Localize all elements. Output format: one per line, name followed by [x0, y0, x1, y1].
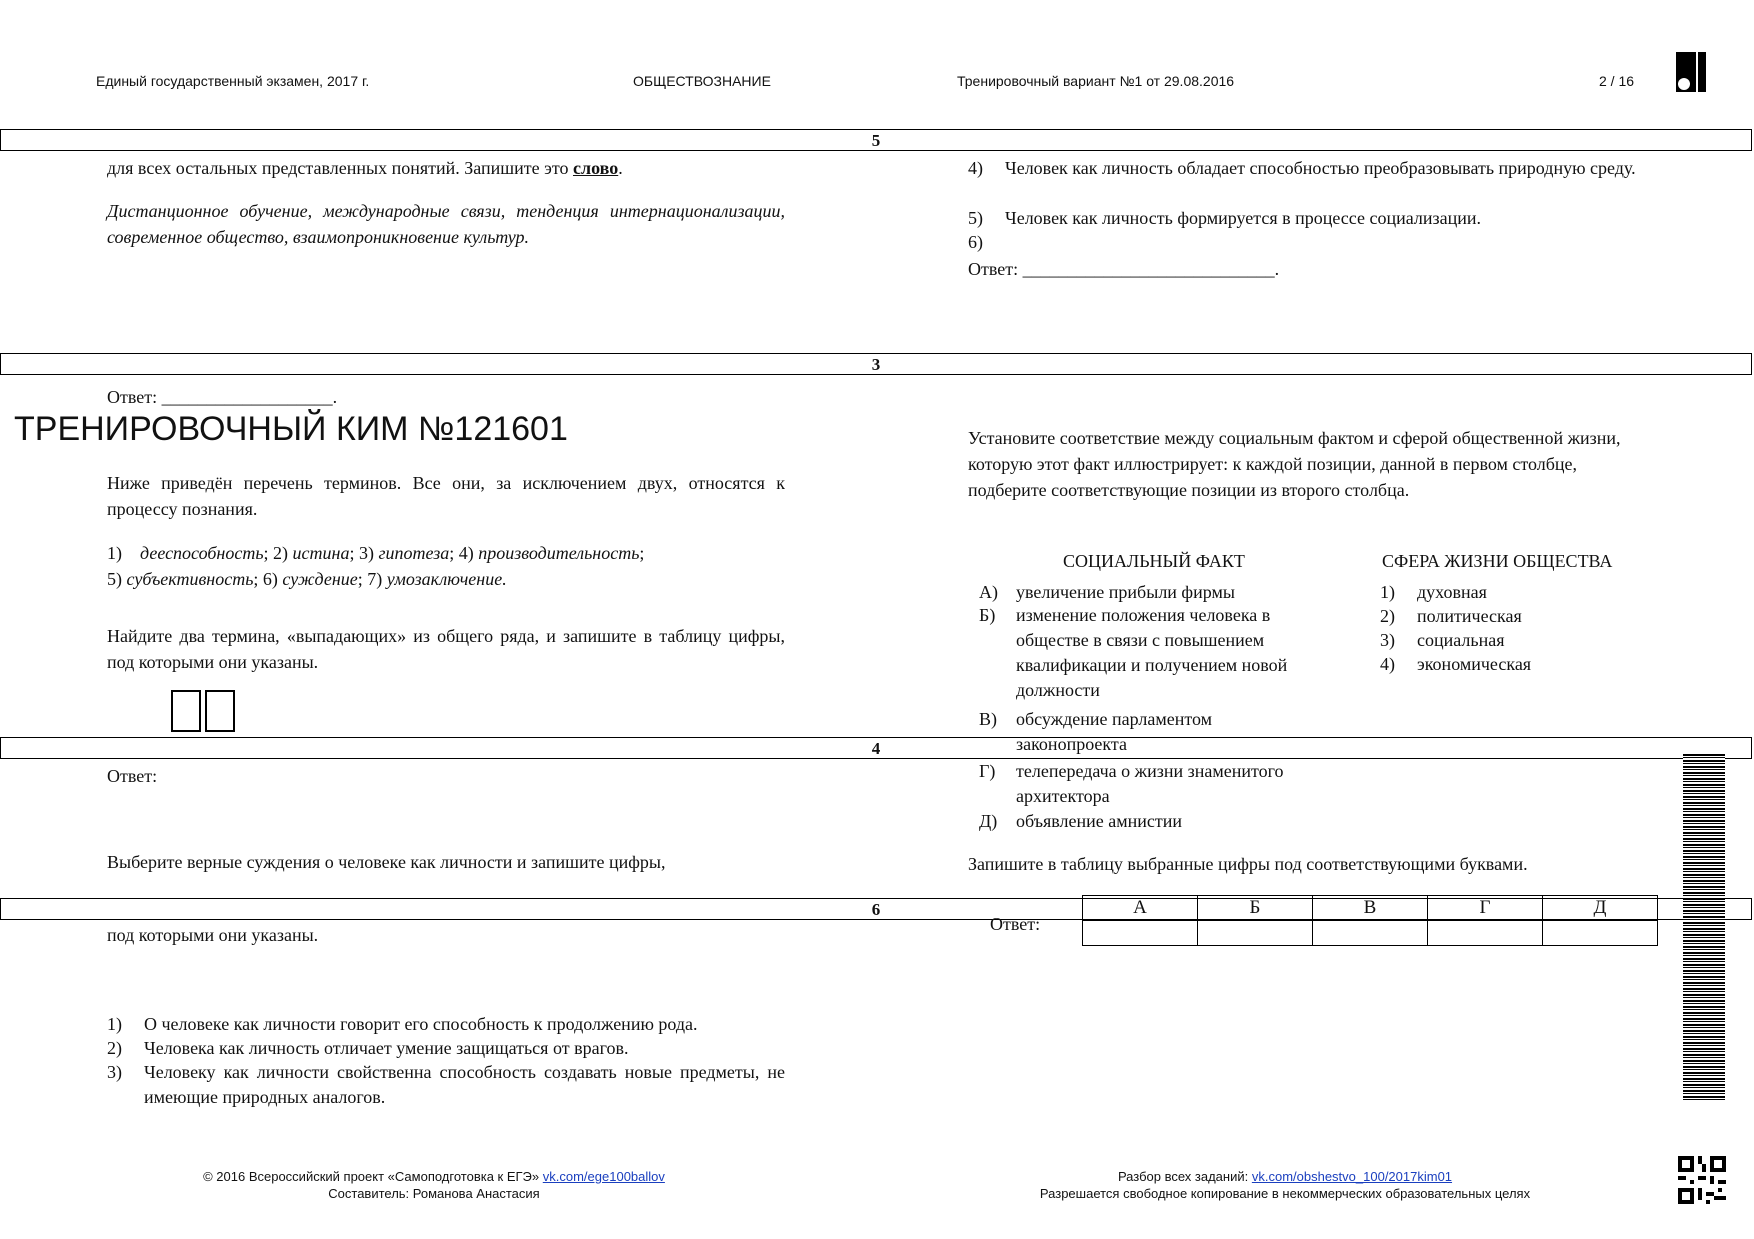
page-title: ТРЕНИРОВОЧНЫЙ КИМ №121601 — [14, 410, 568, 448]
answer-cell-a[interactable] — [1083, 921, 1198, 946]
answer-cell-v[interactable] — [1313, 921, 1428, 946]
answer-label-2: Ответ: — [107, 766, 158, 786]
fact-item: Д) объявление амнистии — [979, 811, 1183, 831]
header-page: 2 / 16 — [1599, 73, 1635, 89]
sphere-item: 2) политическая — [1380, 606, 1522, 626]
section-bar-6: 6 — [0, 898, 1752, 920]
list-item: 1) О человеке как личности говорит его способность к продолжению рода. — [107, 1014, 698, 1034]
col-head-facts: СОЦИАЛЬНЫЙ ФАКТ — [1063, 551, 1245, 571]
footer-link-right[interactable]: vk.com/obshestvo_100/2017kim01 — [1251, 1169, 1453, 1184]
col-head-spheres: СФЕРА ЖИЗНИ ОБЩЕСТВА — [1382, 551, 1613, 571]
fact-item: В) обсуждение парламентом законопроекта — [979, 709, 1213, 754]
answer-table-head — [1083, 896, 1658, 921]
section-bar-5: 5 — [0, 129, 1752, 151]
list-item: 2) Человека как личность отличает умение защищаться от врагов. — [107, 1038, 629, 1058]
intro-tail: для всех остальных представленных понятий. Запишите это слово. — [107, 158, 623, 178]
answer-cell-2[interactable] — [205, 690, 235, 732]
list-item: 6) — [968, 232, 983, 252]
answer-cell-1[interactable] — [171, 690, 201, 732]
answer-cell-d[interactable] — [1543, 921, 1658, 946]
header-exam: Единый государственный экзамен, 2017 г. — [96, 73, 370, 89]
table-head-v: В — [1313, 896, 1428, 921]
choose-instruction: Выберите верные суждения о человеке как личности и запишите цифры, — [107, 852, 666, 872]
matching-task: Установите соответствие между социальным фактом и сферой общественной жизни, которую этот факт иллюстрирует: к каждой позиции, данной в первом столбце, подберите соответствующие позиции из второго столбца. — [968, 428, 1621, 500]
answer-label-right-2: Ответ: — [990, 914, 1041, 934]
terms-line-1: 1) дееспособность; 2) истина; 3) гипотеза; 4) производительность; — [107, 543, 645, 563]
write-instruction: Запишите в таблицу выбранные цифры под соответствующими буквами. — [968, 854, 1528, 874]
qr-code-icon — [1678, 1156, 1726, 1204]
answer-cell-b[interactable] — [1198, 921, 1313, 946]
sphere-item: 4) экономическая — [1380, 654, 1532, 674]
answer-table-row — [1083, 921, 1658, 946]
footer-link-left[interactable]: vk.com/ege100ballov — [542, 1169, 665, 1184]
list-item: 3) Человеку как личности свойственна способность создавать новые предметы, не имеющие природных аналогов. — [107, 1062, 785, 1107]
terms-line-2: 5) субъективность; 6) суждение; 7) умозаключение. — [107, 569, 507, 589]
answer-cell-g[interactable] — [1428, 921, 1543, 946]
answer-line-right-1: Ответ: ____________________________. — [968, 259, 1280, 279]
table-head-g: Г — [1428, 896, 1543, 921]
barcode-icon — [1683, 754, 1725, 1100]
answer-line-1: Ответ: ___________________. — [107, 387, 338, 407]
exam-logo-icon — [1676, 52, 1708, 92]
section-bar-4: 4 — [0, 737, 1752, 759]
fact-item: А) увеличение прибыли фирмы — [979, 582, 1235, 602]
answer-table — [1082, 895, 1658, 946]
fact-item: Б) изменение положения человека в обществе в связи с повышением квалификации и получением новой должности — [979, 605, 1288, 700]
header-subject: ОБЩЕСТВОЗНАНИЕ — [633, 73, 771, 89]
table-head-b: Б — [1198, 896, 1313, 921]
fact-item: Г) телепередача о жизни знаменитого архитектора — [979, 761, 1284, 806]
find-two-instruction: Найдите два термина, «выпадающих» из общего ряда, и запишите в таблицу цифры, под которыми они указаны. — [107, 626, 785, 672]
footer-right: Разбор всех заданий: vk.com/obshestvo_100/2017kim01 Разрешается свободное копирование в некоммерческих образовательных целях — [1039, 1169, 1531, 1201]
terms-intro: Ниже приведён перечень терминов. Все они, за исключением двух, относятся к процессу познания. — [107, 473, 785, 519]
choose-instruction-tail: под которыми они указаны. — [107, 925, 319, 945]
section-bar-3: 3 — [0, 353, 1752, 375]
list-item: 5) Человек как личность формируется в процессе социализации. — [968, 208, 1482, 228]
sphere-item: 1) духовная — [1380, 582, 1487, 602]
table-head-d: Д — [1543, 896, 1658, 921]
header-variant: Тренировочный вариант №1 от 29.08.2016 — [957, 73, 1235, 89]
footer-left: © 2016 Всероссийский проект «Самоподготовка к ЕГЭ» vk.com/ege100ballov Составитель: Романова Анастасия — [203, 1169, 665, 1201]
sphere-item: 3) социальная — [1380, 630, 1505, 650]
table-head-a: А — [1083, 896, 1198, 921]
list-item: 4) Человек как личность обладает способностью преобразовывать природную среду. — [968, 158, 1636, 178]
italic-concepts: Дистанционное обучение, международные связи, тенденция интернационализации, современное общество, взаимопроникновение культур. — [107, 201, 785, 247]
